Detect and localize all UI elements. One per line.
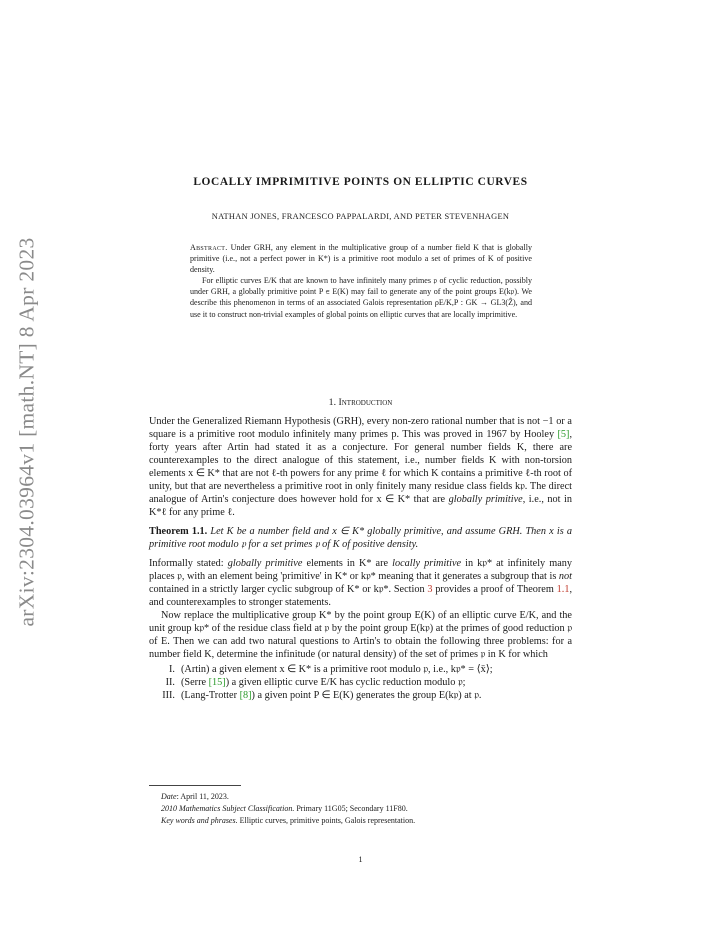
theorem-crossref-link[interactable]: 1.1	[556, 584, 570, 595]
body-paragraph-3: Now replace the multiplicative group K* by the point group E(K) of an elliptic curve E/K, and the unit group k𝔭* of the residue class field at 𝔭 by the point group E(k𝔭) at the primes of good reduction 𝔭 of E. Then we can add two natural questions to Artin's to obtain the following three problems: for a number field K, determine the infinitude (or natural density) of the set of primes 𝔭 in K for which	[149, 610, 572, 660]
text-run: , and counterexamples to stronger statements.	[149, 584, 572, 608]
footnote-label: 2010 Mathematics Subject Classification.	[161, 804, 295, 814]
footnote-date	[161, 791, 572, 803]
emphasis: locally primitive	[392, 558, 462, 569]
emphasis: not	[558, 571, 572, 582]
body-paragraph-2	[149, 557, 572, 609]
list-item-number: I.	[169, 664, 175, 675]
arxiv-identifier-stamp	[12, 212, 42, 652]
paper-title: LOCALLY IMPRIMITIVE POINTS ON ELLIPTIC CURVES	[193, 176, 528, 188]
body-paragraph-1	[149, 415, 572, 519]
footnote-divider	[149, 785, 241, 786]
page-number: 1	[358, 855, 363, 864]
section-number: 1.	[328, 397, 337, 408]
theorem-1-1	[149, 525, 572, 551]
section-crossref-link[interactable]: 3	[427, 584, 433, 595]
abstract-text-1: Under GRH, any element in the multiplicative group of a number field K that is globally primitive (i.e., not a perfect power in K*) is a primitive root modulo a set of primes of K of positive density.	[190, 243, 532, 275]
section-heading	[149, 397, 572, 408]
footnote-label: Date	[161, 792, 177, 801]
body-text	[149, 415, 572, 702]
text-run: Informally stated:	[149, 558, 228, 569]
list-item-text	[181, 663, 493, 676]
text-run: provides a proof of Theorem	[432, 584, 557, 595]
list-item-number: II.	[165, 677, 175, 688]
footnote-text: : April 11, 2023.	[176, 792, 229, 801]
footnotes	[161, 791, 572, 828]
list-item	[149, 676, 572, 689]
text-run: Under the Generalized Riemann Hypothesis (GRH), every non-zero rational number that is not −1 or a square is a primitive root modulo infinitely many primes p. This was proved in 1967 by Hooley	[149, 416, 572, 440]
text-run: contained in a strictly larger cyclic subgroup of K* or k𝔭*. Section	[149, 584, 428, 595]
list-item	[149, 663, 572, 676]
footnote-text: Elliptic curves, primitive points, Galois representation.	[237, 816, 416, 826]
citation-link[interactable]: [15]	[208, 677, 226, 688]
text-run: elements in K* are	[302, 558, 393, 569]
text-run: in k𝔭* at infinitely many places 𝔭, with an element being 'primitive' in K* or k𝔭* meaning that it generates a subgroup that is	[149, 558, 572, 582]
text-run: (Artin) a given element x ∈ K* is a primitive root modulo 𝔭, i.e., k𝔭* = ⟨x̄⟩;	[181, 664, 493, 675]
text-run: ) a given point P ∈ E(K) generates the group E(k𝔭) at 𝔭.	[251, 690, 482, 701]
citation-link[interactable]: [5]	[557, 429, 570, 440]
text-run: (Lang-Trotter	[181, 690, 240, 701]
abstract-label: Abstract.	[190, 243, 228, 252]
footnote-msc	[161, 803, 572, 815]
text-run: ) a given elliptic curve E/K has cyclic reduction modulo 𝔭;	[225, 677, 466, 688]
arxiv-identifier-text: arXiv:2304.03964v1 [math.NT] 8 Apr 2023	[14, 237, 39, 627]
emphasis: globally primitive	[448, 494, 523, 505]
abstract-paragraph-1	[190, 242, 532, 275]
footnote-label: Key words and phrases.	[161, 816, 238, 826]
abstract	[190, 242, 532, 320]
theorem-statement: Let K be a number field and x ∈ K* globally primitive, and assume GRH. Then x is a primitive root modulo 𝔭 for a set primes 𝔭 of K of positive density.	[149, 526, 573, 550]
citation-link[interactable]: [8]	[239, 690, 252, 701]
abstract-paragraph-2: For elliptic curves E/K that are known to have infinitely many primes 𝔭 of cyclic reduction, possibly under GRH, a globally primitive point P ∈ E(K) may fail to generate any of the point groups E(k𝔭). We describe this phenomenon in terms of an associated Galois representation ρE/K,P : GK → GL3(Ẑ), and use it to construct non-trivial examples of global points on elliptic curves that are locally imprimitive.	[190, 276, 532, 319]
list-item-text	[181, 676, 465, 689]
footnote-text: Primary 11G05; Secondary 11F80.	[294, 804, 408, 814]
list-item	[149, 689, 572, 702]
footnote-keywords	[161, 815, 572, 827]
list-item-number: III.	[162, 690, 175, 701]
text-run: , forty years after Artin had stated it as a conjecture. For general number fields K, there are counterexamples to the direct analogue of this statement, i.e., number fields K with non-torsion elements x ∈ K* that are not ℓ-th powers for any prime ℓ for which K contains a primitive ℓ-th root of unity, but that are nevertheless a primitive root in only finitely many residue class fields k𝔭. The direct analogue of Artin's conjecture does however hold for x ∈ K* that are	[149, 429, 572, 505]
emphasis: globally primitive	[227, 558, 303, 569]
text-run: (Serre	[181, 677, 209, 688]
paper-authors: NATHAN JONES, FRANCESCO PAPPALARDI, AND PETER STEVENHAGEN	[211, 212, 510, 221]
list-item-text	[181, 689, 481, 702]
problem-list	[149, 663, 572, 702]
section-title: Introduction	[338, 397, 393, 408]
text-run: , i.e., not in K*ℓ for any prime ℓ.	[149, 494, 572, 518]
theorem-heading: Theorem 1.1.	[149, 526, 208, 537]
